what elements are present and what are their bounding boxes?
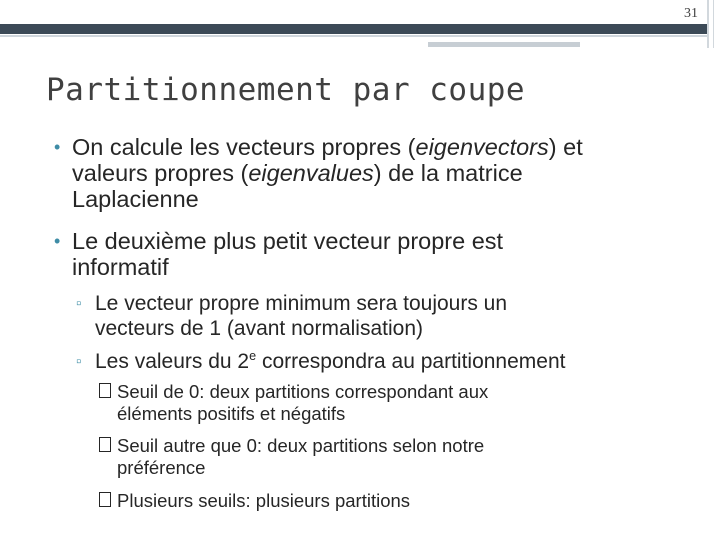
text-line: informatif (72, 254, 169, 280)
sub-sub-bullet-item (117, 490, 410, 512)
text-line: Laplacienne (72, 186, 199, 212)
bullet-dot-icon: • (54, 231, 61, 251)
bullet-dot-icon: • (54, 137, 61, 157)
header-rule (0, 35, 707, 37)
text-line: Seuil de 0: deux partitions correspondant aux (117, 381, 489, 402)
square-bullet-icon: ▫ (76, 295, 82, 312)
text-line: Plusieurs seuils: plusieurs partitions (117, 490, 411, 511)
sub-sub-bullet-item (117, 435, 484, 479)
text-line: Le vecteur propre minimum sera toujours un (95, 292, 508, 315)
missing-glyph-bullet-icon (99, 492, 111, 507)
slide-number: 31 (684, 6, 698, 21)
text-line: préférence (117, 457, 206, 478)
missing-glyph-bullet-icon (99, 383, 111, 398)
text-line: vecteurs de 1 (avant normalisation) (95, 317, 423, 340)
header-bar (0, 24, 707, 34)
text-line: Seuil autre que 0: deux partitions selon notre (117, 435, 485, 456)
text-line: Le deuxième plus petit vecteur propre est (72, 228, 504, 254)
corner-rule (707, 0, 709, 48)
sub-sub-bullet-item (117, 381, 488, 425)
square-bullet-icon: ▫ (76, 353, 82, 370)
text-line: On calcule les vecteurs propres (eigenvectors) et (72, 134, 583, 160)
corner-rule-thin (713, 0, 714, 48)
sub-bullet-item (76, 349, 566, 374)
header-accent-bar (428, 42, 580, 47)
text-line: Les valeurs du 2e correspondra au partitionnement (95, 349, 566, 373)
sub-bullet-item (76, 291, 508, 341)
slide-title: Partitionnement par coupe (46, 72, 526, 108)
bullet-item (54, 134, 583, 212)
text-line: valeurs propres (eigenvalues) de la matrice (72, 160, 523, 186)
text-line: éléments positifs et négatifs (117, 403, 346, 424)
missing-glyph-bullet-icon (99, 437, 111, 452)
bullet-item (54, 228, 504, 280)
